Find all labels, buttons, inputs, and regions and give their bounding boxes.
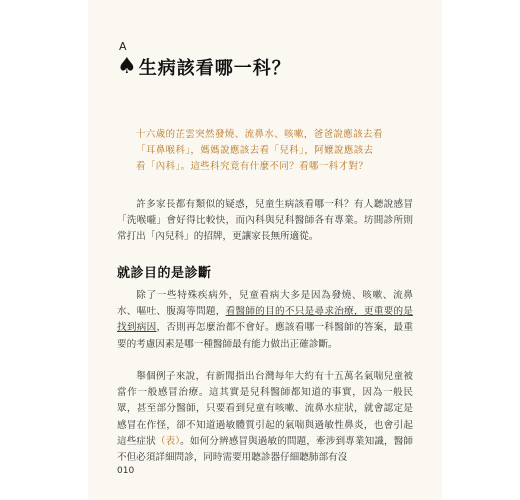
chapter-title-row [117,54,291,80]
book-page [89,0,441,500]
section-letter: A [119,40,127,53]
chapter-title: 生病該看哪一科？ [138,58,291,79]
body-paragraph-2 [117,288,413,353]
body-paragraph-1 [117,197,413,246]
paragraph-text [117,288,413,353]
body-paragraph-3 [117,369,413,466]
paragraph-text-before: 除了一些特殊疾病外，兒童看病大多是因為發燒、咳嗽、流鼻水、嘔吐、腹瀉等問題， [117,290,413,318]
quote-line: 「耳鼻喉科」，媽媽說應該去看「兒科」，阿嬤說應該去 [136,145,374,157]
intro-quote [136,127,411,176]
paragraph-text [117,369,413,466]
paragraph-text-after: ，否則再怎麼治都不會好。應該看哪一科醫師的答案，最重要的考慮因素是哪一種醫師最有能力做出正確診斷。 [117,322,414,350]
quote-line: 看「內科」。這些科究竟有什麼不同？看哪一科才對？ [136,161,369,173]
page-number: 010 [117,466,135,476]
paragraph-text-before: 舉個例子來說，有新聞指出台灣每年大約有十五萬名氣喘兒童被當作一般感冒治療。這其實是兒科醫師都知道的事實，因為一般民眾，甚至部分醫師，只要看到兒童有咳嗽、流鼻水症狀，就會認定是感冒在作怪，卻不知道過敏體質引起的氣喘與過敏性鼻炎，也會引起這些症狀 [117,371,413,447]
spade-icon: ♠ [117,54,137,79]
table-reference: （表） [155,435,181,447]
section-heading: 就診目的是診斷 [117,266,212,281]
underlined-emphasis: 看醫師的目的不只是尋求治療，更重要的是找到病因 [117,306,414,334]
paragraph-text: 許多家長都有類似的疑惑，兒童生病該看哪一科？有人聽說感冒「洗喉嚨」會好得比較快，而內科與兒科醫師各有專業。坊間診所則常打出「內兒科」的招牌，更讓家長無所適從。 [117,199,413,243]
quote-line: 十六歲的芷雲突然發燒、流鼻水、咳嗽，爸爸說應該去看 [136,129,383,140]
paragraph-text-after: 。如何分辨感冒與過敏的問題，牽涉到專業知識，醫師不但必須詳細問診，同時需要用聽診器仔細聽肺部有沒 [117,435,414,464]
